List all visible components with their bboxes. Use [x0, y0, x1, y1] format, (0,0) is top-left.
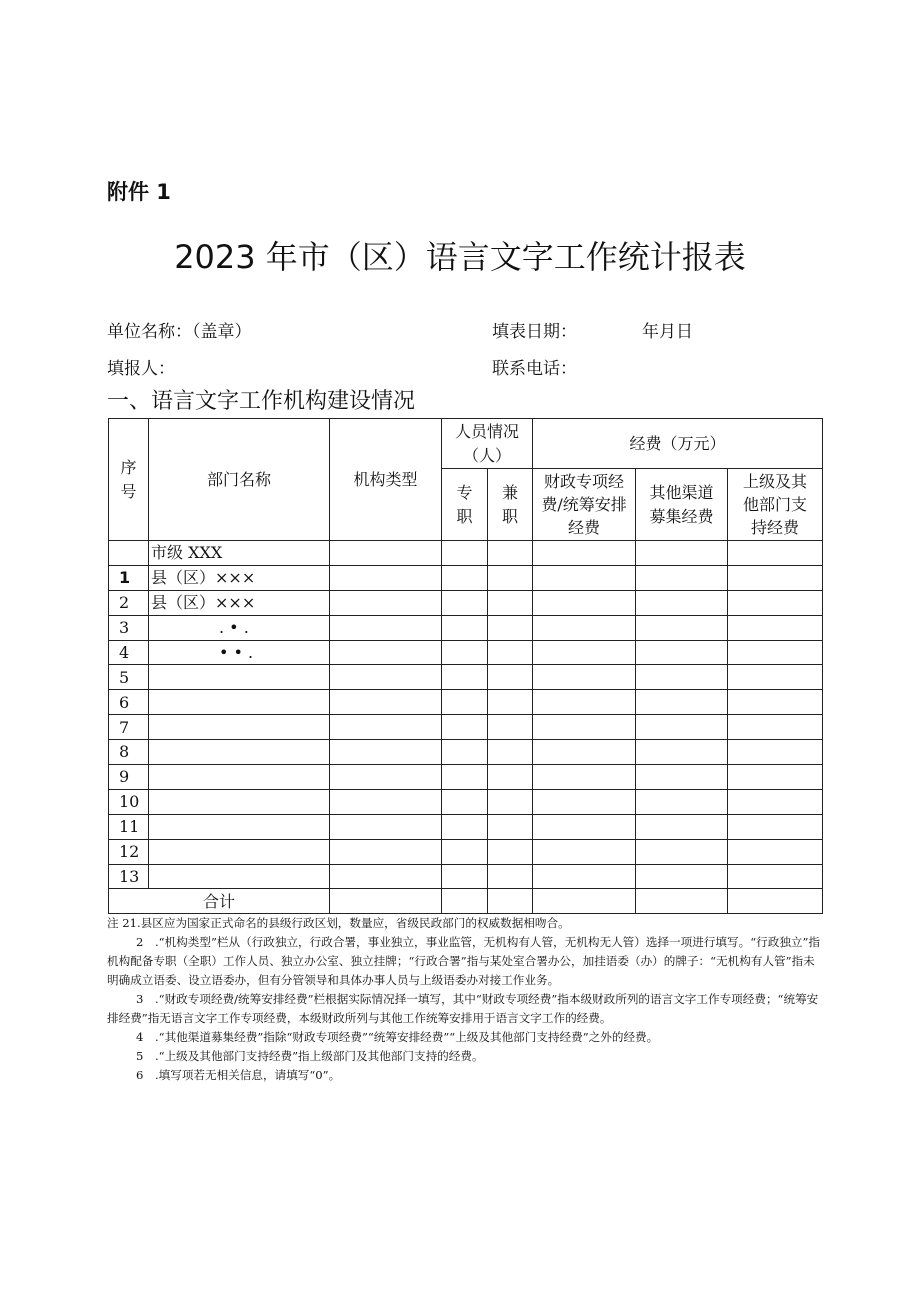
cell: [442, 615, 488, 640]
header-part-1: 兼: [502, 483, 519, 503]
cell: [533, 615, 636, 640]
cell: [636, 690, 728, 715]
cell: [442, 690, 488, 715]
header-superior-fund: 上级及其他部门支持经费: [728, 469, 823, 541]
unit-name-label: 单位名称：（盖章）: [107, 322, 252, 342]
cell: [488, 541, 533, 566]
cell: [488, 565, 533, 590]
cell: [728, 789, 823, 814]
cell: [636, 640, 728, 665]
row-dept: 市级 XXX: [149, 541, 330, 566]
header-full-1: 专: [456, 483, 473, 503]
cell: [533, 740, 636, 765]
header-seq: [109, 419, 149, 541]
filler-label: 填报人：: [107, 359, 175, 379]
header-seq-2: 号: [120, 481, 137, 501]
cell: [442, 665, 488, 690]
fill-date-label: 填表日期：: [492, 322, 577, 342]
row-seq: 11: [109, 814, 149, 839]
row-dept: • • .: [149, 640, 330, 665]
cell: [442, 839, 488, 864]
cell: [636, 889, 728, 914]
cell: [728, 715, 823, 740]
cell: [728, 615, 823, 640]
header-full-2: 职: [456, 506, 473, 526]
cell: [533, 889, 636, 914]
cell: [728, 541, 823, 566]
cell: [636, 765, 728, 790]
cell: [533, 565, 636, 590]
attachment-label: 附件 1: [107, 180, 171, 204]
cell: [442, 789, 488, 814]
cell: [442, 640, 488, 665]
cell: [728, 740, 823, 765]
note-2: 2 .“机构类型”栏从（行政独立，行政合署，事业独立，事业监管，无机构有人管，无机构无人管）选择一项进行填写。“行政独立”指机构配备专职（全职）工作人员、独立办公室、独立挂牌；“行政合署”指与某处室合署办公，加挂语委（办）的牌子：“无机构有人管”指未明确成立语委、设立语委办，但有分管领导和具体办事人员与上级语委办对接工作业务。: [107, 935, 821, 987]
row-seq: 6: [109, 690, 149, 715]
cell: [488, 715, 533, 740]
row-seq: 7: [109, 715, 149, 740]
table-row: [109, 839, 823, 864]
table-row: [109, 665, 823, 690]
row-dept: . • .: [149, 615, 330, 640]
cell: [533, 541, 636, 566]
cell: [330, 814, 442, 839]
row-seq: [109, 541, 149, 566]
cell: [533, 640, 636, 665]
row-dept: [149, 814, 330, 839]
cell: [330, 665, 442, 690]
cell: [533, 665, 636, 690]
cell: [442, 541, 488, 566]
cell: [533, 814, 636, 839]
table-row: [109, 541, 823, 566]
cell: [488, 615, 533, 640]
cell: [636, 864, 728, 889]
row-seq: 4: [109, 640, 149, 665]
cell: [442, 715, 488, 740]
cell: [636, 541, 728, 566]
header-part-time: [488, 469, 533, 541]
note-5: 5 .“上级及其他部门支持经费”指上级部门及其他部门支持的经费。: [136, 1049, 484, 1063]
cell: [442, 740, 488, 765]
notes: [107, 914, 822, 1085]
cell: [330, 640, 442, 665]
row-dept: [149, 665, 330, 690]
header-fund: 经费（万元）: [533, 419, 823, 469]
cell: [330, 565, 442, 590]
cell: [728, 889, 823, 914]
row-dept: 县（区）×××: [149, 590, 330, 615]
header-fiscal-fund: 财政专项经费/统筹安排经费: [533, 469, 636, 541]
row-dept: [149, 864, 330, 889]
cell: [636, 590, 728, 615]
header-part-2: 职: [502, 506, 519, 526]
cell: [636, 715, 728, 740]
row-seq: 13: [109, 864, 149, 889]
cell: [728, 690, 823, 715]
row-dept: [149, 839, 330, 864]
row-seq: 1: [109, 565, 149, 590]
cell: [728, 839, 823, 864]
cell: [330, 889, 442, 914]
total-label: 合计: [109, 889, 330, 914]
table-row: [109, 615, 823, 640]
table-row: [109, 715, 823, 740]
cell: [442, 814, 488, 839]
table-row: [109, 690, 823, 715]
total-row: [109, 889, 823, 914]
row-dept: [149, 789, 330, 814]
cell: [488, 889, 533, 914]
row-dept: [149, 715, 330, 740]
cell: [728, 590, 823, 615]
cell: [533, 864, 636, 889]
cell: [636, 814, 728, 839]
cell: [636, 740, 728, 765]
row-dept: [149, 765, 330, 790]
cell: [330, 690, 442, 715]
cell: [636, 565, 728, 590]
header-seq-1: 序: [120, 458, 137, 478]
cell: [488, 690, 533, 715]
cell: [330, 839, 442, 864]
cell: [636, 665, 728, 690]
row-seq: 3: [109, 615, 149, 640]
cell: [442, 889, 488, 914]
cell: [330, 789, 442, 814]
table-row: [109, 765, 823, 790]
cell: [330, 740, 442, 765]
note-6: 6 .填写项若无相关信息，请填写“0”。: [136, 1068, 341, 1082]
fill-date-value: 年月日: [642, 322, 693, 342]
cell: [728, 665, 823, 690]
cell: [728, 814, 823, 839]
table-row: [109, 814, 823, 839]
row-dept: [149, 690, 330, 715]
page-title: 2023 年市（区）语言文字工作统计报表: [174, 238, 746, 276]
cell: [488, 665, 533, 690]
table-row: [109, 640, 823, 665]
cell: [533, 839, 636, 864]
note-3: 3 .“财政专项经费/统筹安排经费”栏根据实际情况择一填写，其中“财政专项经费”指本级财政所列的语言文字工作专项经费；“统筹安排经费”指无语言文字工作专项经费，本级财政所列与其他工作统筹安排用于语言文字工作的经费。: [107, 992, 819, 1025]
cell: [728, 565, 823, 590]
cell: [488, 640, 533, 665]
section-title: 一、语言文字工作机构建设情况: [107, 389, 416, 414]
header-dept: 部门名称: [149, 419, 330, 541]
cell: [442, 565, 488, 590]
cell: [533, 690, 636, 715]
note-4: 4 .“其他渠道募集经费”指除“财政专项经费”“统筹安排经费”“上级及其他部门支持经费”之外的经费。: [136, 1030, 659, 1044]
phone-label: 联系电话：: [492, 359, 577, 379]
cell: [442, 864, 488, 889]
row-seq: 10: [109, 789, 149, 814]
statistics-table: [108, 418, 823, 914]
cell: [330, 541, 442, 566]
cell: [728, 640, 823, 665]
row-seq: 5: [109, 665, 149, 690]
header-staff: 人员情况（人）: [442, 419, 533, 469]
row-dept: [149, 740, 330, 765]
cell: [636, 789, 728, 814]
cell: [533, 715, 636, 740]
cell: [442, 590, 488, 615]
row-seq: 2: [109, 590, 149, 615]
row-seq: 9: [109, 765, 149, 790]
cell: [330, 615, 442, 640]
cell: [533, 765, 636, 790]
cell: [330, 765, 442, 790]
header-full-time: [442, 469, 488, 541]
table-row: [109, 864, 823, 889]
cell: [330, 590, 442, 615]
cell: [488, 864, 533, 889]
cell: [330, 715, 442, 740]
row-dept: 县（区）×××: [149, 565, 330, 590]
row-seq: 8: [109, 740, 149, 765]
note-1: 注 21.县区应为国家正式命名的县级行政区划，数量应，省级民政部门的权威数据相吻合。: [107, 916, 570, 930]
cell: [442, 765, 488, 790]
header-type: 机构类型: [330, 419, 442, 541]
cell: [533, 789, 636, 814]
row-seq: 12: [109, 839, 149, 864]
cell: [728, 765, 823, 790]
cell: [488, 789, 533, 814]
table-row: [109, 590, 823, 615]
cell: [728, 864, 823, 889]
cell: [488, 765, 533, 790]
cell: [636, 839, 728, 864]
cell: [636, 615, 728, 640]
cell: [488, 839, 533, 864]
cell: [488, 590, 533, 615]
table-row: [109, 740, 823, 765]
table-row: [109, 565, 823, 590]
cell: [488, 740, 533, 765]
header-other-fund: 其他渠道募集经费: [636, 469, 728, 541]
cell: [330, 864, 442, 889]
cell: [488, 814, 533, 839]
cell: [533, 590, 636, 615]
table-row: [109, 789, 823, 814]
